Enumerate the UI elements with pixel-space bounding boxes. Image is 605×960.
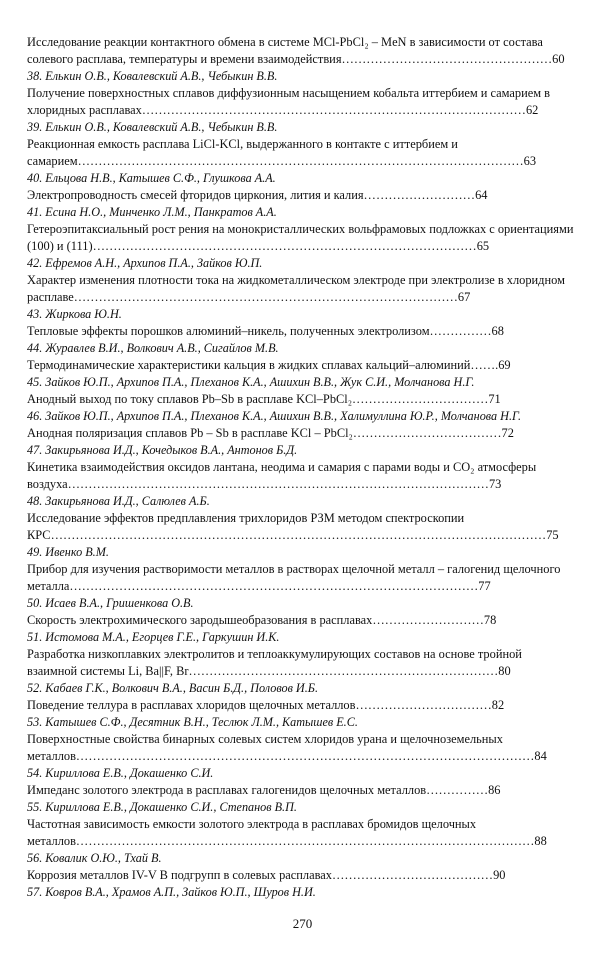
entry-page: 72 (501, 426, 514, 440)
entry-title: Термодинамические характеристики кальция в жидких сплавах кальций–алюминий……. (27, 358, 499, 372)
entry-page: 63 (523, 154, 537, 168)
toc-entry (27, 85, 575, 119)
toc-entry (27, 816, 575, 850)
toc-entry (27, 425, 575, 442)
entry-title: Электропроводность смесей фторидов циркония, лития и калия……………………… (27, 188, 476, 202)
entry-page: 86 (488, 783, 501, 797)
toc-entry (27, 34, 575, 68)
entry-page: 64 (475, 188, 488, 202)
entry-page: 68 (491, 324, 504, 338)
entry-page: 62 (525, 103, 539, 117)
entry-title: Реакционная емкость расплава LiCl-KCl, выдержанного в контакте с иттербием и самарием……………………………………………………………………………………………… (27, 137, 524, 168)
entry-title: Прибор для изучения растворимости металлов в растворах щелочной металл – галогенид щелочного металла……………………………………………………………………………………… (27, 562, 561, 593)
entry-page: 67 (457, 290, 471, 304)
entry-title: Поверхностные свойства бинарных солевых систем хлоридов урана и щелочноземельных металлов………………………………………………………………………………………………… (27, 732, 535, 763)
entry-authors: 51. Истомова М.А., Егорцев Г.Е., Гаркушин И.К. (27, 630, 280, 644)
table-of-contents (27, 34, 575, 901)
entry-title: Исследование эффектов предплавления трихлоридов РЗМ методом спектроскопии КРС………………………………………………………………………………………………………… (27, 511, 547, 542)
entry-authors: 48. Закирьянова И.Д., Салюлев А.Б. (27, 494, 210, 508)
entry-title: Получение поверхностных сплавов диффузионным насыщением кобальта иттербием и самарием в хлоридных расплавах………………………………………………………………………………… (27, 86, 551, 117)
entry-page: 71 (488, 392, 501, 406)
entry-authors: 47. Закирьянова И.Д., Кочедыков В.А., Антонов Б.Д. (27, 443, 298, 457)
entry-authors: 50. Исаев В.А., Гришенкова О.В. (27, 596, 194, 610)
entry-page: 82 (491, 698, 505, 712)
toc-entry (27, 187, 575, 204)
entry-page: 75 (546, 528, 559, 542)
entry-title: Анодная поляризация сплавов Pb – Sb в расплаве KCl – PbCl₂……………………………… (27, 426, 502, 440)
toc-entry (27, 459, 575, 493)
entry-page: 80 (498, 664, 511, 678)
entry-page: 65 (476, 239, 490, 253)
page-number: 270 (292, 916, 313, 931)
entry-authors: 38. Елькин О.В., Ковалевский А.В., Чебыкин В.В. (27, 69, 278, 83)
entry-page: 84 (534, 749, 547, 763)
entry-title: Гетероэпитаксиальный рост рения на монокристаллических вольфрамовых подложках с ориентациями (100) и (111)………………………………………………………………………………… (27, 222, 574, 253)
toc-entry (27, 646, 575, 680)
entry-authors: 45. Зайков Ю.П., Архипов П.А., Плеханов К.А., Ашихин В.В., Жук С.И., Молчанова Н.Г. (27, 375, 475, 389)
entry-page: 69 (498, 358, 511, 372)
entry-authors: 39. Елькин О.В., Ковалевский А.В., Чебыкин В.В. (27, 120, 278, 134)
entry-page: 78 (483, 613, 497, 627)
toc-entry (27, 323, 575, 340)
entry-authors: 56. Ковалик О.Ю., Тхай В. (27, 851, 162, 865)
entry-title: Анодный выход по току сплавов Pb–Sb в расплаве KCl–PbCl₂…………………………… (27, 392, 489, 406)
toc-entry (27, 357, 575, 374)
entry-title: Тепловые эффекты порошков алюминий–никель, полученных электролизом…………… (27, 324, 492, 338)
entry-title: Импеданс золотого электрода в расплавах галогенидов щелочных металлов…………… (27, 783, 489, 797)
entry-authors: 53. Катышев С.Ф., Десятник В.Н., Теслюк Л.М., Катышев Е.С. (27, 715, 358, 729)
entry-authors: 54. Кириллова Е.В., Докашенко С.И. (27, 766, 214, 780)
entry-authors: 42. Ефремов А.Н., Архипов П.А., Зайков Ю.П. (27, 256, 263, 270)
entry-authors: 52. Кабаев Г.К., Волкович В.А., Васин Б.Д., Половов И.Б. (27, 681, 318, 695)
entry-title: Исследование реакции контактного обмена в системе MCl-PbCl₂ – MeN в зависимости от состава солевого расплава, температуры и времени взаимодействия…………………………………………… (27, 35, 553, 66)
entry-title: Коррозия металлов IV-V В подгрупп в солевых расплавах………………………………… (27, 868, 494, 882)
entry-authors: 43. Жиркова Ю.Н. (27, 307, 122, 321)
entry-authors: 49. Ивенко В.М. (27, 545, 109, 559)
entry-title: Поведение теллура в расплавах хлоридов щелочных металлов…………………………… (27, 698, 492, 712)
toc-entry (27, 510, 575, 544)
entry-page: 90 (493, 868, 506, 882)
entry-title: Скорость электрохимического зародышеобразования в расплавах……………………… (27, 613, 484, 627)
toc-entry (27, 391, 575, 408)
entry-authors: 46. Зайков Ю.П., Архипов П.А., Плеханов К.А., Ашихин В.В., Халимуллина Ю.Р., Молчанова Н.Г. (27, 409, 522, 423)
toc-entry (27, 612, 575, 629)
entry-title: Частотная зависимость емкости золотого электрода в расплавах бромидов щелочных металлов………………………………………………………………………………………………… (27, 817, 535, 848)
entry-authors: 44. Журавлев В.И., Волкович А.В., Сигайлов М.В. (27, 341, 279, 355)
entry-page: 88 (534, 834, 547, 848)
entry-authors: 40. Ельцова Н.В., Катышев С.Ф., Глушкова А.А. (27, 171, 276, 185)
toc-entry (27, 221, 575, 255)
toc-entry (27, 697, 575, 714)
toc-entry (27, 272, 575, 306)
entry-authors: 57. Ковров В.А., Храмов А.П., Зайков Ю.П., Шуров Н.И. (27, 885, 316, 899)
entry-page: 73 (488, 477, 502, 491)
toc-entry (27, 867, 575, 884)
toc-entry (27, 136, 575, 170)
entry-page: 77 (478, 579, 491, 593)
entry-title: Разработка низкоплавких электролитов и теплоаккумулирующих составов на основе тройной взаимной системы Li, Ba||F, Br………………………………………………………………… (27, 647, 522, 678)
toc-entry (27, 561, 575, 595)
entry-title: Кинетика взаимодействия оксидов лантана, неодима и самария с парами воды и CO₂ атмосферы воздуха………………………………………………………………………………………… (27, 460, 537, 491)
entry-authors: 41. Есина Н.О., Минченко Л.М., Панкратов А.А. (27, 205, 277, 219)
entry-page: 60 (552, 52, 565, 66)
toc-entry (27, 731, 575, 765)
entry-title: Характер изменения плотности тока на жидкометаллическом электроде при электролизе в хлоридном расплаве………………………………………………………………………………… (27, 273, 565, 304)
entry-authors: 55. Кириллова Е.В., Докашенко С.И., Степанов В.П. (27, 800, 297, 814)
toc-entry (27, 782, 575, 799)
